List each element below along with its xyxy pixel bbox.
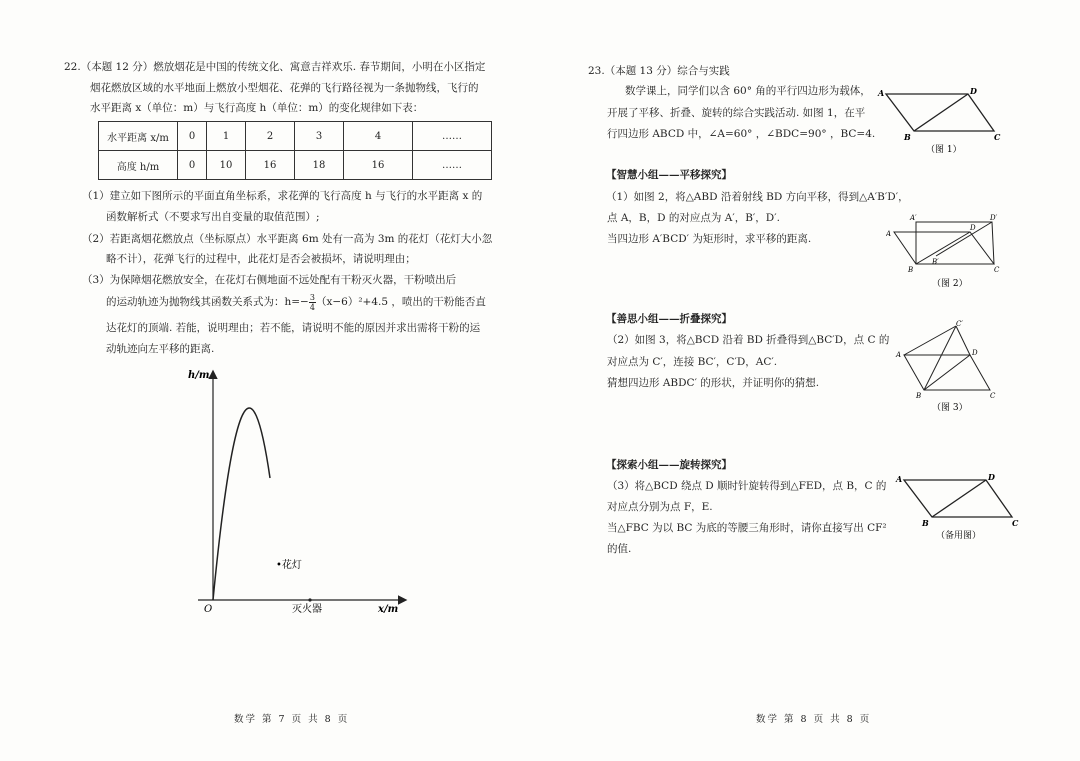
- group3-title: 【探索小组——旋转探究】: [606, 459, 732, 471]
- group1-title: 【智慧小组——平移探究】: [606, 169, 732, 181]
- table-cell: 16: [246, 151, 295, 180]
- table-cell: 4: [344, 122, 413, 151]
- fig3-label-c1: C′: [956, 320, 963, 328]
- footer-left: 数学 第 7 页 共 8 页: [234, 714, 350, 725]
- group2-title: 【善思小组——折叠探究】: [606, 313, 732, 325]
- q22-data-table: [98, 121, 492, 180]
- table-cell: 高度 h/m: [99, 151, 178, 180]
- q22-head: 22.（本题 12 分）燃放烟花是中国的传统文化、寓意吉祥欢乐. 春节期间，小明在小区指定: [64, 61, 486, 73]
- group3-line-b: 对应点分别为点 F，E.: [607, 501, 713, 513]
- fig1-label-c: C: [994, 132, 1001, 142]
- fraction-denominator: 4: [309, 302, 315, 312]
- q22-part3-a: （3）为保障烟花燃放安全，在花灯右侧地面不远处配有干粉灭火器，干粉喷出后: [82, 274, 457, 286]
- fig2-parallelogram: [894, 232, 994, 264]
- table-cell: 3: [295, 122, 344, 151]
- q22-line2: 烟花燃放区域的水平地面上燃放小型烟花、花弹的飞行路径视为一条抛物线，飞行的: [90, 82, 479, 94]
- fig2-label-b1: B′: [932, 258, 939, 266]
- fig2-label-a1: A′: [910, 214, 917, 222]
- table-cell: 1: [207, 122, 246, 151]
- q23-intro-2: 开展了平移、折叠、旋转的综合实践活动. 如图 1，在平: [607, 107, 866, 119]
- y-axis-label: h/m: [188, 370, 210, 381]
- footer-right: 数学 第 8 页 共 8 页: [756, 714, 872, 725]
- q22-coordinate-graph: [180, 362, 420, 622]
- fig3-label-d: D: [972, 349, 978, 357]
- q22-part1-b: 函数解析式（不要求写出自变量的取值范围）;: [106, 211, 320, 223]
- q22-line3: 水平距离 x（单位：m）与飞行高度 h（单位：m）的变化规律如下表：: [90, 102, 424, 114]
- table-cell: 16: [344, 151, 413, 180]
- fig3-line-c1d: [956, 326, 970, 355]
- fig3-caption: （图 3）: [932, 403, 968, 413]
- figure-2: [886, 212, 1010, 294]
- fig4-label-d: D: [988, 472, 995, 482]
- fig2-label-b: B: [908, 266, 914, 274]
- origin-label: O: [204, 604, 213, 615]
- fig4-label-b: B: [922, 518, 929, 528]
- fig3-line-bc1: [924, 326, 956, 390]
- q22-part2-b: 略不计），花弹飞行的过程中，此花灯是否会被损坏，请说明理由；: [106, 253, 416, 265]
- formula-suffix: （x−6）²+4.5 ，喷出的干粉能否直: [315, 296, 486, 308]
- formula-fraction: [309, 293, 316, 312]
- fig4-caption: （备用图）: [936, 531, 982, 541]
- group2-line-b: 对应点为 C′，连接 BC′，C′D，AC′.: [607, 356, 778, 368]
- extinguisher-label: 灭火器: [292, 604, 322, 615]
- figure-1: [876, 84, 1006, 158]
- figure-3: [894, 318, 1008, 414]
- group3-line-a: （3）将△BCD 绕点 D 顺时针旋转得到△FED，点 B，C 的: [607, 480, 887, 492]
- fig1-diagonal-bd: [914, 94, 968, 131]
- extinguisher-point: [308, 598, 311, 601]
- group3-line-d: 的值.: [607, 543, 632, 555]
- group1-line-c: 当四边形 A′BCD′ 为矩形时，求平移的距离.: [607, 233, 812, 245]
- fig4-label-c: C: [1012, 518, 1019, 528]
- fig2-label-c: C: [994, 266, 1000, 274]
- x-axis-label: x/m: [378, 604, 399, 615]
- q23-intro-3: 行四边形 ABCD 中，∠A=60° ，∠BDC=90° ，BC=4.: [607, 128, 876, 140]
- q22-part1-a: （1）建立如下图所示的平面直角坐标系，求花弹的飞行高度 h 与飞行的水平距离 x 的: [82, 190, 483, 202]
- table-cell: 0: [178, 151, 207, 180]
- q22-part3-d: 动轨迹向左平移的距离.: [106, 343, 215, 355]
- group1-line-a: （1）如图 2，将△ABD 沿着射线 BD 方向平移，得到△A′B′D′，: [606, 191, 909, 203]
- fig2-caption: （图 2）: [932, 279, 968, 289]
- fig1-label-d: D: [970, 86, 977, 96]
- q22-part3-c: 达花灯的顶端. 若能，说明理由；若不能，请说明不能的原因并求出需将干粉的运: [106, 322, 481, 334]
- lamp-label: •花灯: [276, 560, 302, 571]
- fig3-label-b: B: [916, 392, 922, 400]
- fig2-label-d1: D′: [990, 214, 998, 222]
- formula-prefix: 的运动轨迹为抛物线其函数关系式为：h=−: [106, 296, 309, 308]
- q23-head: 23.（本题 13 分）综合与实践: [588, 65, 730, 77]
- group1-line-b: 点 A，B，D 的对应点为 A′，B′，D′.: [607, 212, 780, 224]
- fig1-label-b: B: [904, 132, 911, 142]
- fig4-diagonal-bd: [932, 480, 986, 517]
- fig1-caption: （图 1）: [926, 145, 962, 155]
- group3-line-c: 当△FBC 为以 BC 为底的等腰三角形时，请你直接写出 CF²: [607, 522, 887, 534]
- q22-part2-a: （2）若距离烟花燃放点（坐标原点）水平距离 6m 处有一高为 3m 的花灯（花灯大小忽: [82, 233, 493, 245]
- fig2-diagonal-bd: [916, 232, 970, 264]
- table-cell: ……: [413, 122, 492, 151]
- table-row: [99, 151, 492, 180]
- table-cell: 0: [178, 122, 207, 151]
- table-cell: 10: [207, 151, 246, 180]
- fig3-label-c: C: [990, 392, 996, 400]
- fig2-label-d: D: [970, 224, 976, 232]
- firework-parabola: [213, 408, 270, 600]
- q22-part3-b: [106, 292, 486, 312]
- table-cell: 水平距离 x/m: [99, 122, 178, 151]
- table-cell: ……: [413, 151, 492, 180]
- fig3-label-a: A: [896, 351, 902, 359]
- fig1-label-a: A: [878, 88, 885, 98]
- table-row: [99, 122, 492, 151]
- figure-spare: [892, 470, 1022, 544]
- table-cell: 18: [295, 151, 344, 180]
- q23-intro-1: 数学课上，同学们以含 60° 角的平行四边形为载体，: [625, 85, 871, 97]
- group2-line-a: （2）如图 3，将△BCD 沿着 BD 折叠得到△BC′D，点 C 的: [607, 334, 890, 346]
- table-cell: 2: [246, 122, 295, 151]
- fig2-label-a: A: [886, 230, 892, 238]
- group2-line-c: 猜想四边形 ABDC′ 的形状，并证明你的猜想.: [607, 377, 820, 389]
- fraction-numerator: 3: [309, 292, 315, 302]
- fig3-diagonal-bd: [924, 355, 970, 390]
- fig4-label-a: A: [896, 474, 903, 484]
